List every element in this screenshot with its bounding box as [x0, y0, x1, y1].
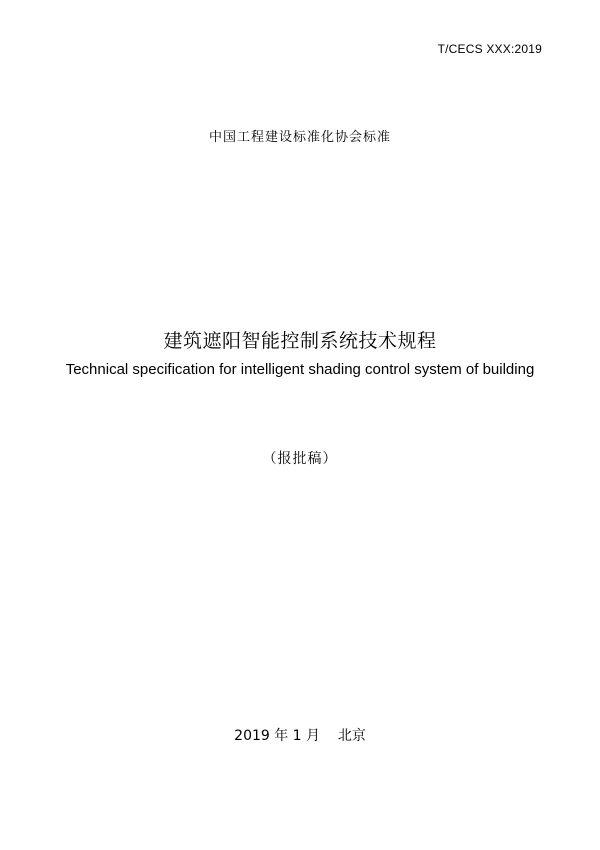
document-title-chinese: 建筑遮阳智能控制系统技术规程 [163, 330, 437, 352]
standard-number: T/CECS XXX:2019 [437, 42, 542, 56]
issue-date-place: 2019 年 1 月 北京 [234, 728, 366, 744]
association-name: 中国工程建设标准化协会标准 [208, 130, 391, 145]
document-title-english: Technical specification for intelligent shading control system of building [65, 361, 535, 378]
draft-status: （报批稿） [262, 451, 338, 467]
